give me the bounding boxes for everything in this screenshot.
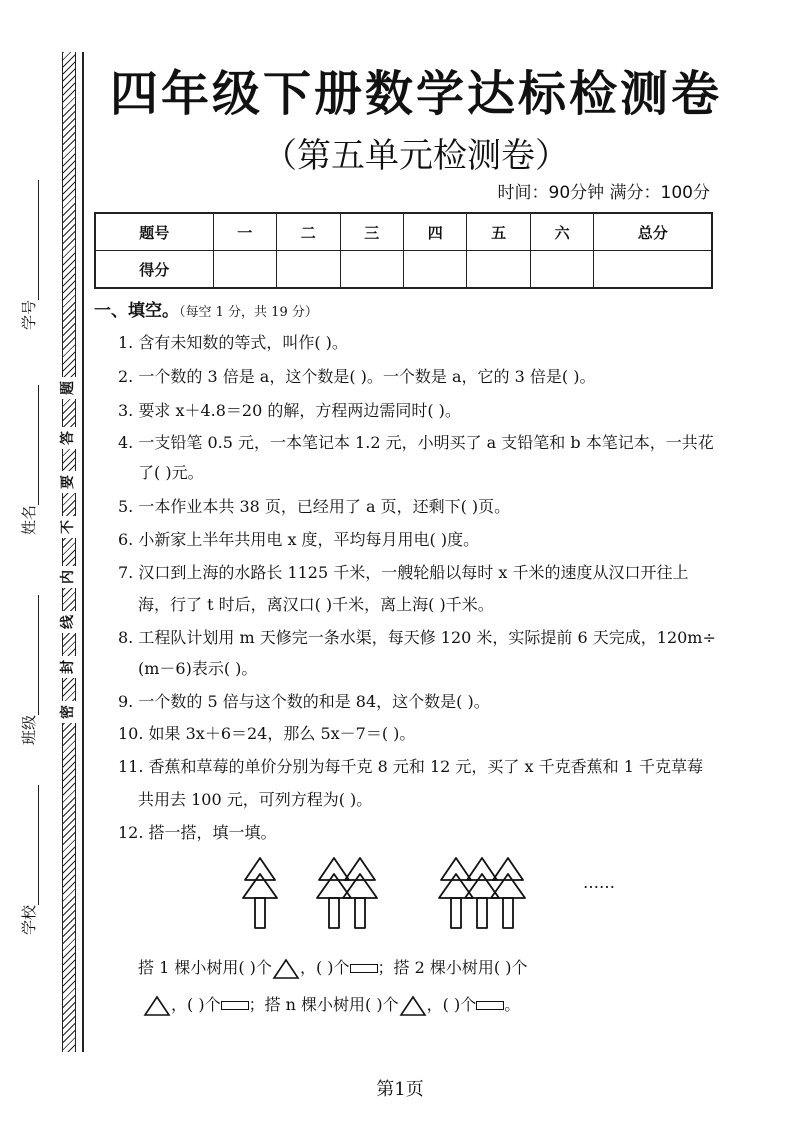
score-input-cell[interactable] — [340, 251, 403, 289]
score-header-cell: 一 — [213, 213, 276, 251]
score-header-cell: 五 — [467, 213, 530, 251]
section-heading — [94, 296, 318, 321]
student-id-field[interactable] — [18, 180, 39, 330]
score-header-cell: 三 — [340, 213, 403, 251]
school-field[interactable] — [18, 785, 39, 935]
score-header-cell: 二 — [277, 213, 340, 251]
question-line: 10. 如果 3x＋6＝24，那么 5x－7＝( )。 — [118, 724, 416, 743]
score-value-row — [95, 251, 712, 289]
section-note: （每空 1 分，共 19 分） — [179, 305, 318, 320]
triangle-icon — [143, 995, 171, 1017]
seal-char: 内 — [55, 566, 79, 588]
score-input-cell[interactable] — [403, 251, 466, 289]
question-line: 12. 搭一搭，填一填。 — [118, 823, 277, 842]
seal-char: 不 — [55, 516, 79, 538]
question-line: 2. 一个数的 3 倍是 a，这个数是( )。一个数是 a，它的 3 倍是( )。 — [118, 367, 596, 386]
question-line: 8. 工程队计划用 m 天修完一条水渠，每天修 120 米，实际提前 6 天完成，120m÷ — [118, 628, 716, 647]
question-line: 6. 小新家上半年共用电 x 度，平均每月用电( )度。 — [118, 530, 480, 549]
q12-text: ；搭 2 棵小树用( )个 — [377, 958, 528, 977]
score-header-row — [95, 213, 712, 251]
question-line: 7. 汉口到上海的水路长 1125 千米，一艘轮船以每时 x 千米的速度从汉口开往上 — [118, 563, 689, 582]
q12-text: ，( )个 — [426, 995, 477, 1014]
score-input-cell[interactable] — [467, 251, 530, 289]
q12-line-2 — [143, 992, 520, 1017]
score-input-cell[interactable] — [277, 251, 340, 289]
class-field[interactable] — [18, 595, 39, 745]
question-line: 了( )元。 — [138, 463, 204, 482]
q12-text: 搭 1 棵小树用( )个 — [138, 958, 272, 977]
score-header-cell: 四 — [403, 213, 466, 251]
tree-3 — [439, 858, 525, 928]
score-header-cell: 题号 — [95, 213, 213, 251]
student-id-label: 学号 — [20, 299, 38, 330]
question-line: 4. 一支铅笔 0.5 元，一本笔记本 1.2 元，小明买了 a 支铅笔和 b 本笔记本，一共花 — [118, 433, 714, 452]
page-number: 第1页 — [376, 1079, 424, 1100]
rectangle-icon — [221, 1001, 249, 1010]
name-field[interactable] — [18, 385, 39, 535]
score-input-cell[interactable] — [213, 251, 276, 289]
seal-char: 线 — [55, 611, 79, 633]
score-table — [94, 212, 713, 289]
question-line: 海，行了 t 时后，离汉口( )千米，离上海( )千米。 — [138, 595, 494, 614]
seal-char: 题 — [55, 377, 79, 399]
tree-1 — [243, 858, 277, 928]
rectangle-icon — [476, 1001, 504, 1010]
exam-meta: 时间：90分钟 满分：100分 — [497, 183, 710, 203]
tree-2 — [317, 858, 377, 928]
triangle-icon — [399, 995, 427, 1017]
score-label-cell: 得分 — [95, 251, 213, 289]
name-label: 姓名 — [20, 504, 38, 535]
score-header-cell: 总分 — [594, 213, 712, 251]
question-line: 1. 含有未知数的等式，叫作( )。 — [118, 333, 348, 352]
seal-char: 密 — [55, 701, 79, 723]
q12-text: ，( )个 — [171, 995, 221, 1014]
section-title: 一、填空。 — [94, 301, 179, 321]
score-input-cell[interactable] — [530, 251, 593, 289]
page-title: 四年级下册数学达标检测卷 — [109, 66, 722, 122]
triangle-icon — [272, 958, 300, 980]
page-subtitle: （第五单元检测卷） — [263, 136, 569, 176]
score-header-cell: 六 — [530, 213, 593, 251]
seal-char: 答 — [55, 427, 79, 449]
question-line: 共用去 100 元，可列方程为( )。 — [138, 790, 373, 809]
binding-line — [82, 52, 84, 1052]
question-line: 11. 香蕉和草莓的单价分别为每千克 8 元和 12 元，买了 x 千克香蕉和 1 千克草莓 — [118, 757, 703, 776]
school-label: 学校 — [20, 904, 38, 935]
question-line: 5. 一本作业本共 38 页，已经用了 a 页，还剩下( )页。 — [118, 497, 511, 516]
q12-text: 。 — [504, 995, 521, 1014]
q12-text: ，( )个 — [299, 958, 350, 977]
class-label: 班级 — [20, 714, 38, 745]
binding-hatch — [62, 52, 76, 1052]
rectangle-icon — [350, 964, 378, 973]
q12-line-1 — [138, 955, 527, 980]
question-line: 9. 一个数的 5 倍与这个数的和是 84，这个数是( )。 — [118, 692, 490, 711]
question-line: 3. 要求 x＋4.8＝20 的解，方程两边需同时( )。 — [118, 401, 461, 420]
tree-figures — [230, 850, 560, 935]
question-line: (m－6)表示( )。 — [138, 659, 258, 678]
tree-ellipsis: …… — [583, 873, 615, 892]
seal-char: 封 — [55, 656, 79, 678]
seal-char: 要 — [55, 471, 79, 493]
score-input-cell[interactable] — [594, 251, 712, 289]
q12-text: ；搭 n 棵小树用( )个 — [248, 995, 399, 1014]
